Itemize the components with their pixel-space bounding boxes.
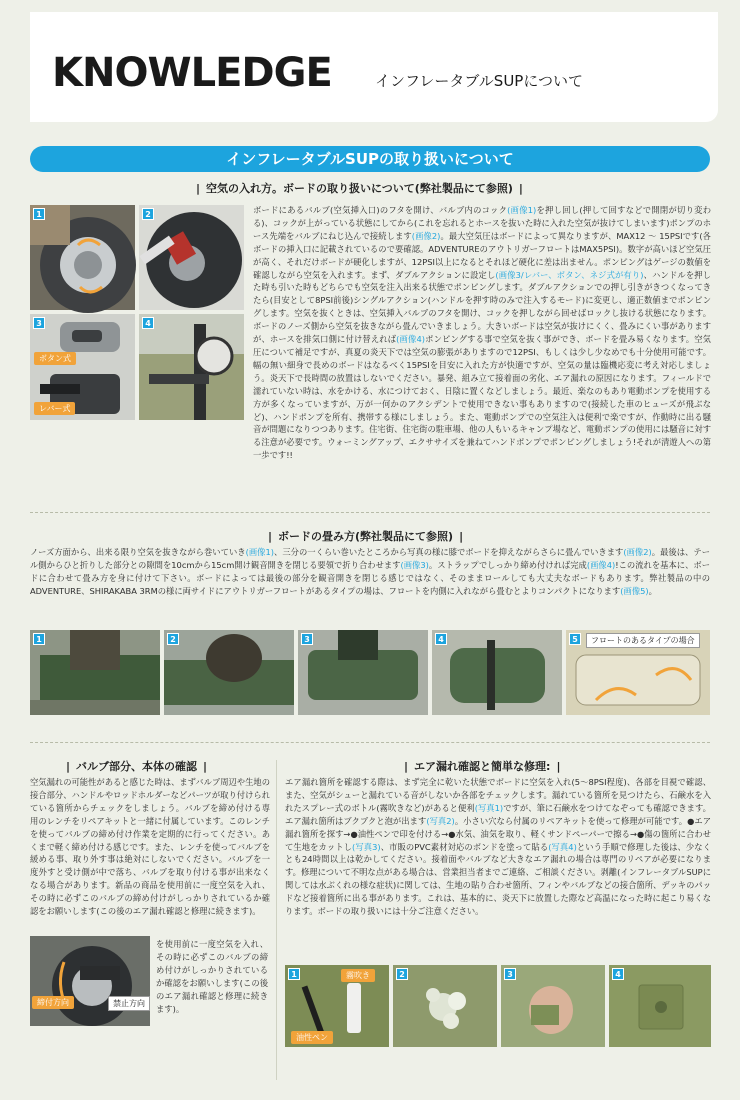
page-subtitle: インフレータブルSUPについて [375,72,584,90]
section1-heading: | 空気の入れ方。ボードの取り扱いについて(弊社製品にて参照) | [196,182,523,195]
fold-photo-1 [30,630,160,715]
fold-photo-4 [432,630,562,715]
fold-photo-number-3: 3 [301,633,313,645]
valve-wrench-photo [30,936,150,1026]
tag-oil-pen: 油性ペン [291,1031,333,1044]
fold-photo-number-4: 4 [435,633,447,645]
repair-photo-1 [285,965,389,1047]
fold-photo-number-1: 1 [33,633,45,645]
section3-heading: | バルブ部分、本体の確認 | [66,760,208,773]
valve-photo-graphic [30,205,135,310]
repair-photo-4-graphic [609,965,711,1047]
section3-body-text-top: 空気漏れの可能性があると感じた時は、まずバルブ周辺や生地の接合部分、ハンドルやロッドホルダーなどパーツが取り付けられている箇所からチェックをしましょう。バルブを締め付ける専用のレンチをリペアキットと一緒に付属しています。このレンチを使ってバルブの締め付け作業を定期的に行ってください。あくまで軽く締め付ける感じです。また、レンチを使ってバルブを緩める事、取り外す事は絶対にしないでください。バルブを一度外すと受け側が中で落ち、バルブを取り付ける事が出来なくなる場合があります。新品の商品を使用前に一度空気を入れ、その時に必ずこのバルブの締め付けがしっかりされているか確認をお願いします(この後のエア漏れ確認と修理に続きます)。 [30,777,270,917]
tag-spray: 霧吹き [341,969,375,982]
section1-body-text-top: ボードにあるバルブ(空気挿入口)のフタを開け、バルブ内のコック(画像1)を押し回し(押して回すなどで開閉が切り変わる)、コックが上がっている状態にしてから(これを忘れるとホースを抜いた時に入れた空気が抜けてしまいます)ポンプのホース先端をバルブにねじ込んで接続します(画像2)。最大空気圧はボードによって異なりますが、MAX12 〜 15PSIです(各ボードの挿入口に記載されているので要確認。ADVENTUREのアウトリガーフロートはMAX5PSI)。数字が高いほど空気圧が高く、それだけボードが硬化しますが、12PSI以上になるとそれほど硬化に差は出ません。ポンピングはゲージの数値を確認しながら空気を入れます。まず、ダブルアクションに設定し(画像3/レバー、ボタン、ネジ式が有り)、ハンドルを押した時も引いた時もどちらでも空気を注入出来る状態でポンピングします。ダブルアクションでの押し引きがきつくなってきたら(目安として8PSI前後)シングルアクション(ハンドルを押す時のみで注入するモード)に変更し、適正数値までポンピングします。空気を抜くときは、空気挿入バルブのフタを開け、コックを押しながら回せばロックし抜ける状態になります。ボードのノーズ側から空気を抜きながら畳んでいきましょう。大きいボードは空気が抜けにくく、畳みにくい事がありますが、ホースを排気口側に付け替えれば(画像4)ポンピングする事で空気を抜く事ができ、ボードを畳み易くなります。空気圧について補足ですが、真夏の炎天下では空気の膨張がありますので12PSI、もしくは少し少なめでも十分使用可能です。幅の無い細身で長めのボードはなるべく15PSIを目安に入れた方が快適ですが、空気の量は臨機応変に考え対応しましょう。炎天下で長時間の放置はしないでください。暴発、組み立て接着面の劣化、エア漏れの原因になります。フィールドで濡れていない時は、水をかける、水につけておく、日陰に置くなどしましょう。最近、楽なのもあり電動ポンプを使用する方が多くなっていますが、万が一何かのアクシデントで使用できない事もありますので(接続した車のヒューズが飛ぶなど)、ハンドポンプを所有、携帯する様にしましょう。また、電動ポンプでの空気注入は便利で楽ですが、作動時に出る騒音が問題になりつつあります。住宅街、住宅街の駐車場、他の人もいるキャンプ場など、電動ポンプの使用には騒音に対する注意が必要です。ウォーミングアップ、エクササイズを兼ねてハンドポンプでポンピングしましょう!それが清遊人への第一歩です!! [253,205,711,461]
column-divider [276,760,277,1080]
repair-photo-4 [609,965,711,1047]
tag-button-type: ボタン式 [34,352,76,365]
fold-photo-3 [298,630,428,715]
photo-valve-open [30,205,135,310]
pump-gauge-photo-graphic [139,314,244,420]
fold-photo-1-graphic [30,630,160,715]
section2-body-text: ノーズ方面から、出来る限り空気を抜きながら巻いていき(画像1)、三分の一くらい巻いたところから写真の様に膝でボードを抑えながらさらに畳んでいきます(画像2)。最後は、テール側からひと折りした部分との隙間を10cmから15cm開け観音開きを閉じる要領で折り合わせます(画像3)。ストラップでしっかり締め付ければ完成(画像4)!この流れを基本に、ボードに合わせて畳み方を身に付けて下さい。ボードによっては最後の部分を観音開きを閉じる感じではなく、そのままロールしても大丈夫なボードもあります。弊社製品の中のADVENTURE、SHIRAKABA 3RMの様に両サイドにアウトリガーフロートがあるタイプの場は、フロートを内側に入れながら畳むとよりコンパクトになります(画像5)。 [30,547,710,596]
section-divider-1 [30,512,710,513]
section-divider-2 [30,742,710,743]
pump-hose-photo-graphic [139,205,244,310]
repair-photo-number-4: 4 [612,968,624,980]
page-title: KNOWLEDGE [52,50,332,96]
section2-heading: | ボードの畳み方(弊社製品にて参照) | [268,530,464,543]
section4-heading: | エア漏れ確認と簡単な修理: | [404,760,561,773]
repair-photo-3-graphic [501,965,605,1047]
tag-float-type: フロートのあるタイプの場合 [586,633,700,648]
photo-pump-gauge [139,314,244,420]
repair-photo-number-3: 3 [504,968,516,980]
fold-photo-number-2: 2 [167,633,179,645]
photo-number-1: 1 [33,208,45,220]
section4-body-text: エア漏れ箇所を確認する際は、まず完全に乾いた状態でボードに空気を入れ(5〜8PSI程度)、各部を目視で確認、また、空気がシューと漏れている音がしないか各部をチェックします。漏れている箇所を見つけたら、石鹸水を入れたスプレー式のボトル(霧吹きなど)があると便利(写真1)ですが、筆に石鹸水をつけてなぞっても確認できます。エア漏れ箇所はブクブクと泡が出ます(写真2)。小さい穴なら付属のリペアキットを使って修理が可能です。●エア漏れ箇所を探す→●油性ペンで印を付ける→●水気、油気を取り、軽くサンドペーパーで擦る→●傷の箇所に合わせて生地をカットし(写真3)、市販のPVC素材対応のボンドを塗って貼る(写真4)という手順で修理した後は、少なくとも24時間以上は乾かしてください。接着面やバルブなど大きなエア漏れの場合は専門のリペアが必要になります。修理について不明な点がある場合は、営業担当者までご連絡、ご相談ください。剥離(インフレータブルSUPに関しては水ぶくれの様な症状)に関しては、生地の貼り合わせ箇所、フィンやバルブなどの接合箇所、デッキのパッドなど接着箇所に出る事があります。これは、基本的に、炎天下に放置した際など高温になった時に起こり易くなります。ボードの取り扱いには十分ご注意ください。 [285,777,711,917]
header-card [30,12,718,122]
repair-photo-2 [393,965,497,1047]
fold-photo-number-5: 5 [569,633,581,645]
photo-number-2: 2 [142,208,154,220]
fold-photo-2 [164,630,294,715]
fold-photo-2-graphic [164,630,294,715]
repair-photo-number-2: 2 [396,968,408,980]
valve-wrench-graphic [30,936,150,1026]
photo-number-3: 3 [33,317,45,329]
repair-photo-number-1: 1 [288,968,300,980]
fold-photo-3-graphic [298,630,428,715]
tag-tighten-direction: 締付方向 [32,996,74,1009]
photo-number-4: 4 [142,317,154,329]
photo-pump-hose [139,205,244,310]
fold-photo-4-graphic [432,630,562,715]
fold-photo-5 [566,630,710,715]
repair-photo-3 [501,965,605,1047]
tag-forbidden-direction: 禁止方向 [108,996,150,1011]
photo-pump-modes [30,314,135,420]
section3-body-text-side: を使用前に一度空気を入れ、その時に必ずこのバルブの締め付けがしっかりされているか確認をお願いします(この後のエア漏れ確認と修理に続きます)。 [156,939,268,1014]
section-banner: インフレータブルSUPの取り扱いについて [30,146,710,172]
repair-photo-2-graphic [393,965,497,1047]
tag-lever-type: レバー式 [34,402,75,415]
